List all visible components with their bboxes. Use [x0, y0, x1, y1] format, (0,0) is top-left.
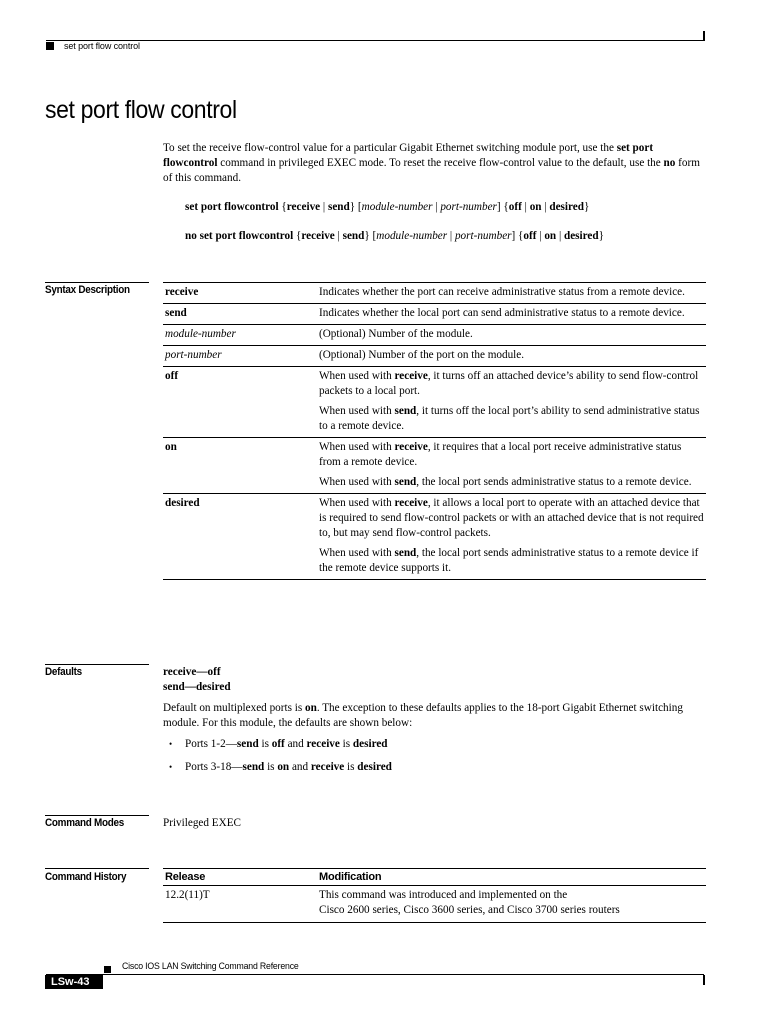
table-row	[163, 886, 706, 923]
table-row	[163, 367, 706, 438]
syntax-description-heading: Syntax Description	[45, 284, 130, 296]
keyword-desired: desired	[165, 497, 200, 509]
page-title: set port flow control	[45, 96, 237, 124]
command-history-heading: Command History	[45, 871, 127, 883]
description: When used with receive, it turns off an attached device’s ability to send flow-control packets to a local port. When used with send, it turns off the local port’s ability to send administrative status to a remote device.	[319, 370, 700, 432]
command-modes-heading: Command Modes	[45, 817, 125, 829]
keyword-receive: receive	[165, 286, 199, 298]
modification-cell: This command was introduced and implemented on the Cisco 2600 series, Cisco 3600 series, and Cisco 3700 series routers	[319, 889, 620, 916]
argument-module-number: module-number	[165, 328, 236, 340]
syntax-description-rule	[45, 282, 149, 283]
column-header-release: Release	[165, 871, 206, 883]
list-item: • Ports 1-2—send is off and receive is desired	[163, 737, 708, 752]
table-row	[163, 438, 706, 494]
defaults-heading: Defaults	[45, 666, 82, 678]
description: (Optional) Number of the port on the module.	[319, 349, 525, 361]
header-rule	[46, 40, 704, 41]
syntax-line-set: set port flowcontrol {receive | send} [module-number | port-number] {off | on | desired}	[185, 201, 590, 213]
description: (Optional) Number of the module.	[319, 328, 473, 340]
keyword-on: on	[165, 441, 177, 453]
defaults-list	[163, 737, 708, 775]
syntax-line-no: no set port flowcontrol {receive | send} [module-number | port-number] {off | on | desired}	[185, 230, 604, 242]
intro-paragraph: To set the receive flow-control value for a particular Gigabit Ethernet switching module port, use the set port flowcontrol command in privileged EXEC mode. To reset the receive flow-control value to the default, use the no form of this command.	[163, 142, 700, 184]
table-row	[163, 346, 706, 367]
argument-port-number: port-number	[165, 349, 222, 361]
header-square-icon	[46, 42, 54, 50]
keyword-off: off	[165, 370, 179, 382]
table-row	[163, 304, 706, 325]
header-tick	[703, 31, 705, 41]
description: When used with receive, it allows a local port to operate with an attached device that is required to send flow-control packets or with an attached device that is not required to, but may send flow-control packets. When used with send, the local port sends administrative status to a remote device if the remote device supports it.	[319, 497, 704, 574]
description: Indicates whether the local port can send administrative status to a remote device.	[319, 307, 685, 319]
release-cell: 12.2(11)T	[165, 889, 210, 901]
command-history-table	[163, 868, 706, 923]
command-modes-rule	[45, 815, 149, 816]
default-receive: receive—off	[163, 666, 221, 678]
defaults-rule	[45, 664, 149, 665]
defaults-content	[163, 665, 708, 783]
running-footer: Cisco IOS LAN Switching Command Reference	[122, 961, 299, 972]
defaults-paragraph: Default on multiplexed ports is on. The exception to these defaults applies to the 18-port Gigabit Ethernet switching module. For this module, the defaults are shown below:	[163, 702, 683, 729]
running-header: set port flow control	[64, 41, 140, 51]
page-number: LSw-43	[45, 975, 103, 989]
description: Indicates whether the port can receive administrative status from a remote device.	[319, 286, 685, 298]
table-row	[163, 494, 706, 580]
table-row	[163, 325, 706, 346]
footer-square-icon	[104, 966, 111, 973]
table-header-row	[163, 869, 706, 886]
footer-tick	[703, 975, 705, 985]
list-item: • Ports 3-18—send is on and receive is desired	[163, 760, 708, 775]
command-modes-value: Privileged EXEC	[163, 817, 241, 829]
syntax-description-table	[163, 282, 706, 580]
footer-rule	[46, 974, 704, 975]
command-history-rule	[45, 868, 149, 869]
description: When used with receive, it requires that a local port receive administrative status from a remote device. When used with send, the local port sends administrative status to a remote device.	[319, 441, 692, 488]
keyword-send: send	[165, 307, 187, 319]
column-header-modification: Modification	[319, 871, 382, 883]
table-row	[163, 283, 706, 304]
default-send: send—desired	[163, 681, 231, 693]
